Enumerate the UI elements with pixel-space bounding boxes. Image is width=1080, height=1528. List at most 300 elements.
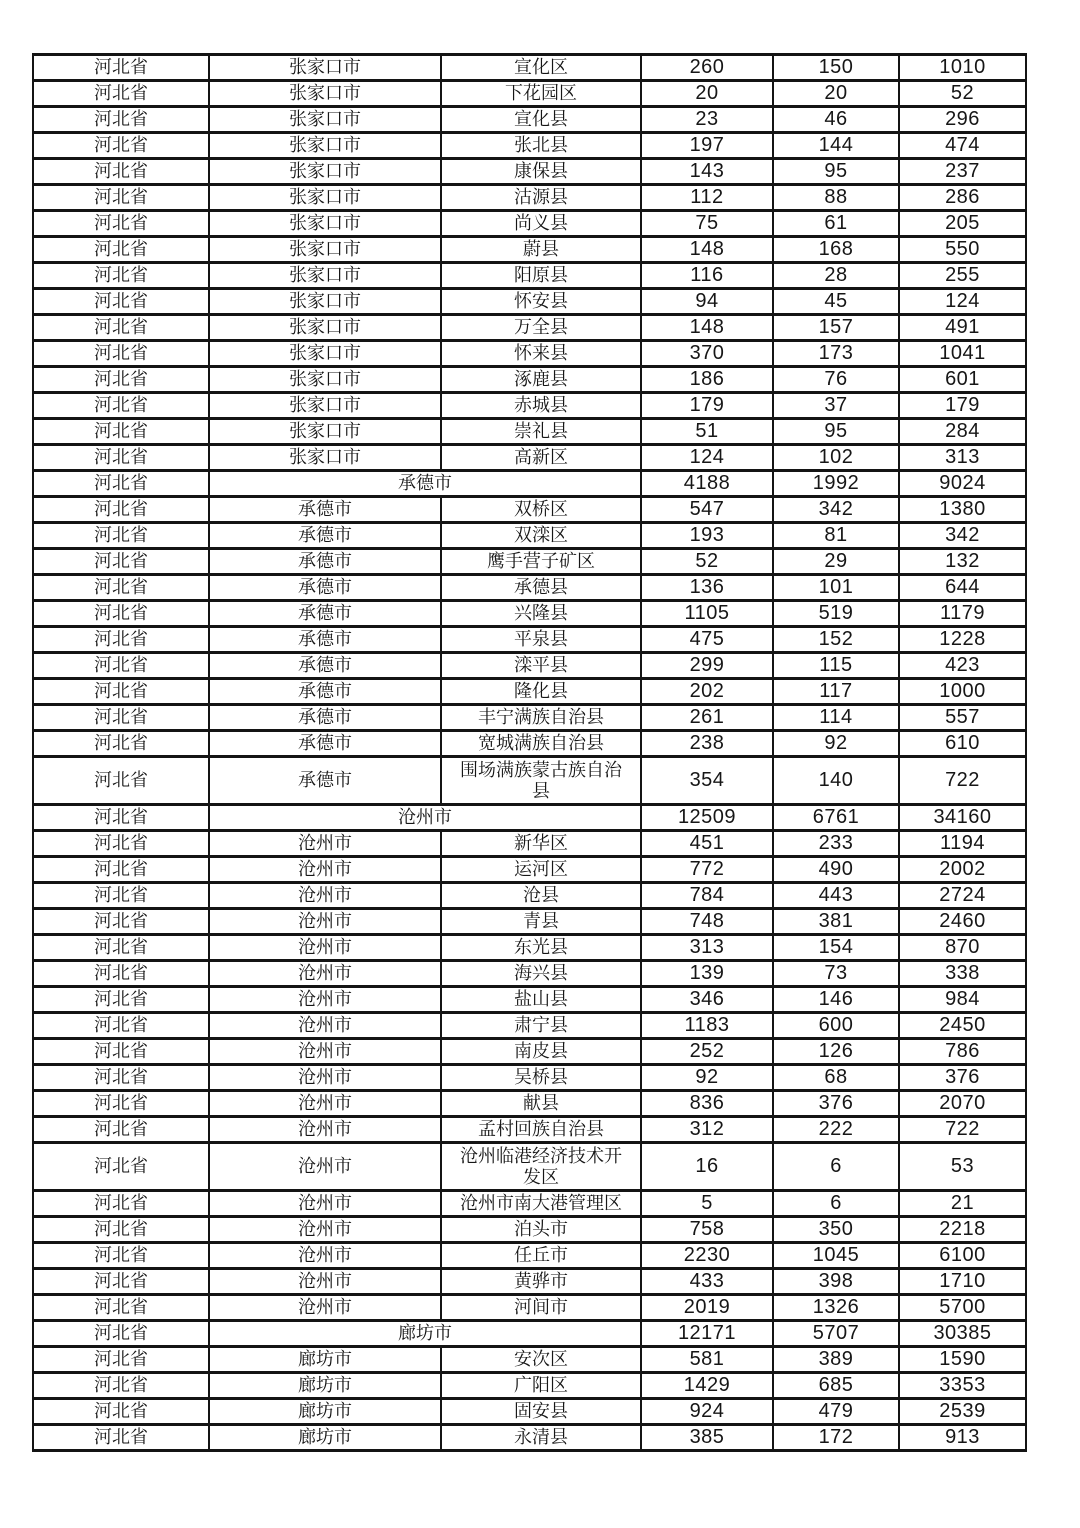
value-cell: 2230 (641, 1243, 773, 1269)
city-cell: 沧州市 (209, 1065, 441, 1091)
value-cell: 299 (641, 653, 773, 679)
city-cell-merged: 承德市 (209, 471, 641, 497)
value-cell: 168 (773, 237, 899, 263)
value-cell: 173 (773, 341, 899, 367)
value-cell: 1326 (773, 1295, 899, 1321)
value-cell: 1710 (899, 1269, 1026, 1295)
table-row (33, 883, 1026, 909)
value-cell: 1000 (899, 679, 1026, 705)
value-cell: 92 (773, 731, 899, 757)
province-cell: 河北省 (33, 1347, 209, 1373)
city-cell: 沧州市 (209, 1217, 441, 1243)
city-cell: 沧州市 (209, 1013, 441, 1039)
value-cell: 30385 (899, 1321, 1026, 1347)
table-row (33, 1117, 1026, 1143)
value-cell: 1010 (899, 55, 1026, 81)
district-cell: 崇礼县 (441, 419, 641, 445)
value-cell: 255 (899, 263, 1026, 289)
district-cell: 万全县 (441, 315, 641, 341)
city-cell: 沧州市 (209, 935, 441, 961)
district-cell: 怀来县 (441, 341, 641, 367)
value-cell: 1228 (899, 627, 1026, 653)
table-row (33, 133, 1026, 159)
province-cell: 河北省 (33, 445, 209, 471)
province-cell: 河北省 (33, 1013, 209, 1039)
city-cell: 张家口市 (209, 211, 441, 237)
province-cell: 河北省 (33, 289, 209, 315)
province-cell: 河北省 (33, 497, 209, 523)
table-row (33, 341, 1026, 367)
value-cell: 2450 (899, 1013, 1026, 1039)
province-cell: 河北省 (33, 367, 209, 393)
city-cell: 廊坊市 (209, 1425, 441, 1451)
value-cell: 76 (773, 367, 899, 393)
value-cell: 550 (899, 237, 1026, 263)
city-cell: 廊坊市 (209, 1373, 441, 1399)
district-cell: 沽源县 (441, 185, 641, 211)
value-cell: 346 (641, 987, 773, 1013)
value-cell: 836 (641, 1091, 773, 1117)
table-row (33, 159, 1026, 185)
value-cell: 92 (641, 1065, 773, 1091)
value-cell: 312 (641, 1117, 773, 1143)
value-cell: 313 (641, 935, 773, 961)
city-cell: 沧州市 (209, 883, 441, 909)
value-cell: 6 (773, 1143, 899, 1191)
value-cell: 342 (899, 523, 1026, 549)
district-cell: 涿鹿县 (441, 367, 641, 393)
value-cell: 140 (773, 757, 899, 805)
city-cell: 沧州市 (209, 857, 441, 883)
district-cell: 肃宁县 (441, 1013, 641, 1039)
province-cell: 河北省 (33, 133, 209, 159)
value-cell: 197 (641, 133, 773, 159)
value-cell: 205 (899, 211, 1026, 237)
city-cell: 张家口市 (209, 133, 441, 159)
city-cell: 张家口市 (209, 107, 441, 133)
value-cell: 600 (773, 1013, 899, 1039)
value-cell: 61 (773, 211, 899, 237)
value-cell: 12509 (641, 805, 773, 831)
table-row (33, 757, 1026, 805)
table-row (33, 185, 1026, 211)
value-cell: 6 (773, 1191, 899, 1217)
value-cell: 45 (773, 289, 899, 315)
value-cell: 51 (641, 419, 773, 445)
city-cell: 廊坊市 (209, 1347, 441, 1373)
value-cell: 557 (899, 705, 1026, 731)
city-cell: 沧州市 (209, 831, 441, 857)
province-cell: 河北省 (33, 1425, 209, 1451)
city-cell: 沧州市 (209, 961, 441, 987)
province-cell: 河北省 (33, 935, 209, 961)
city-cell: 承德市 (209, 627, 441, 653)
city-cell: 承德市 (209, 523, 441, 549)
table-row (33, 1321, 1026, 1347)
value-cell: 52 (899, 81, 1026, 107)
value-cell: 68 (773, 1065, 899, 1091)
value-cell: 433 (641, 1269, 773, 1295)
table-row (33, 1295, 1026, 1321)
province-cell: 河北省 (33, 1091, 209, 1117)
value-cell: 9024 (899, 471, 1026, 497)
table-row (33, 731, 1026, 757)
table-row (33, 1143, 1026, 1191)
district-cell: 吴桥县 (441, 1065, 641, 1091)
value-cell: 115 (773, 653, 899, 679)
city-cell: 沧州市 (209, 1191, 441, 1217)
district-cell: 蔚县 (441, 237, 641, 263)
value-cell: 2070 (899, 1091, 1026, 1117)
table-row (33, 497, 1026, 523)
province-cell: 河北省 (33, 185, 209, 211)
city-cell: 承德市 (209, 601, 441, 627)
district-cell: 张北县 (441, 133, 641, 159)
value-cell: 260 (641, 55, 773, 81)
value-cell: 423 (899, 653, 1026, 679)
table-row (33, 1425, 1026, 1451)
value-cell: 984 (899, 987, 1026, 1013)
province-cell: 河北省 (33, 831, 209, 857)
province-cell: 河北省 (33, 987, 209, 1013)
value-cell: 157 (773, 315, 899, 341)
value-cell: 233 (773, 831, 899, 857)
table-row (33, 805, 1026, 831)
value-cell: 342 (773, 497, 899, 523)
table-row (33, 909, 1026, 935)
table-row (33, 107, 1026, 133)
value-cell: 1992 (773, 471, 899, 497)
city-cell: 张家口市 (209, 419, 441, 445)
district-cell: 丰宁满族自治县 (441, 705, 641, 731)
value-cell: 479 (773, 1399, 899, 1425)
province-cell: 河北省 (33, 1399, 209, 1425)
value-cell: 6100 (899, 1243, 1026, 1269)
province-cell: 河北省 (33, 1191, 209, 1217)
value-cell: 722 (899, 757, 1026, 805)
value-cell: 924 (641, 1399, 773, 1425)
district-cell: 永清县 (441, 1425, 641, 1451)
district-cell: 兴隆县 (441, 601, 641, 627)
value-cell: 474 (899, 133, 1026, 159)
district-cell: 河间市 (441, 1295, 641, 1321)
table-row (33, 393, 1026, 419)
value-cell: 114 (773, 705, 899, 731)
province-cell: 河北省 (33, 1373, 209, 1399)
province-cell: 河北省 (33, 393, 209, 419)
value-cell: 143 (641, 159, 773, 185)
value-cell: 1179 (899, 601, 1026, 627)
province-cell: 河北省 (33, 731, 209, 757)
value-cell: 354 (641, 757, 773, 805)
table-row (33, 289, 1026, 315)
city-cell-merged: 沧州市 (209, 805, 641, 831)
district-cell: 海兴县 (441, 961, 641, 987)
city-cell: 沧州市 (209, 987, 441, 1013)
province-cell: 河北省 (33, 653, 209, 679)
value-cell: 313 (899, 445, 1026, 471)
province-cell: 河北省 (33, 471, 209, 497)
value-cell: 237 (899, 159, 1026, 185)
province-cell: 河北省 (33, 601, 209, 627)
value-cell: 1183 (641, 1013, 773, 1039)
city-cell: 张家口市 (209, 393, 441, 419)
district-cell: 广阳区 (441, 1373, 641, 1399)
value-cell: 385 (641, 1425, 773, 1451)
province-cell: 河北省 (33, 1217, 209, 1243)
city-cell: 承德市 (209, 497, 441, 523)
province-cell: 河北省 (33, 757, 209, 805)
value-cell: 758 (641, 1217, 773, 1243)
value-cell: 284 (899, 419, 1026, 445)
city-cell: 承德市 (209, 757, 441, 805)
district-cell: 赤城县 (441, 393, 641, 419)
city-cell: 承德市 (209, 705, 441, 731)
value-cell: 136 (641, 575, 773, 601)
province-cell: 河北省 (33, 1295, 209, 1321)
table-row (33, 601, 1026, 627)
province-cell: 河北省 (33, 805, 209, 831)
table-row (33, 1191, 1026, 1217)
table-row (33, 237, 1026, 263)
value-cell: 53 (899, 1143, 1026, 1191)
value-cell: 101 (773, 575, 899, 601)
table-row (33, 1373, 1026, 1399)
value-cell: 5707 (773, 1321, 899, 1347)
table-row (33, 1347, 1026, 1373)
province-cell: 河北省 (33, 857, 209, 883)
value-cell: 644 (899, 575, 1026, 601)
table-row (33, 315, 1026, 341)
district-cell: 康保县 (441, 159, 641, 185)
value-cell: 21 (899, 1191, 1026, 1217)
statistics-table (32, 53, 1027, 1452)
district-cell: 阳原县 (441, 263, 641, 289)
value-cell: 116 (641, 263, 773, 289)
city-cell: 沧州市 (209, 1091, 441, 1117)
table-row (33, 263, 1026, 289)
table-row (33, 81, 1026, 107)
table-row (33, 961, 1026, 987)
value-cell: 186 (641, 367, 773, 393)
value-cell: 75 (641, 211, 773, 237)
value-cell: 124 (899, 289, 1026, 315)
value-cell: 73 (773, 961, 899, 987)
province-cell: 河北省 (33, 961, 209, 987)
value-cell: 146 (773, 987, 899, 1013)
value-cell: 16 (641, 1143, 773, 1191)
value-cell: 2002 (899, 857, 1026, 883)
district-cell: 新华区 (441, 831, 641, 857)
province-cell: 河北省 (33, 549, 209, 575)
table-row (33, 1399, 1026, 1425)
value-cell: 722 (899, 1117, 1026, 1143)
province-cell: 河北省 (33, 705, 209, 731)
district-cell: 盐山县 (441, 987, 641, 1013)
value-cell: 179 (899, 393, 1026, 419)
province-cell: 河北省 (33, 1269, 209, 1295)
table-row (33, 627, 1026, 653)
value-cell: 610 (899, 731, 1026, 757)
city-cell: 沧州市 (209, 1269, 441, 1295)
value-cell: 913 (899, 1425, 1026, 1451)
province-cell: 河北省 (33, 315, 209, 341)
value-cell: 786 (899, 1039, 1026, 1065)
city-cell: 张家口市 (209, 341, 441, 367)
city-cell: 廊坊市 (209, 1399, 441, 1425)
district-cell: 宣化县 (441, 107, 641, 133)
value-cell: 491 (899, 315, 1026, 341)
district-cell: 双桥区 (441, 497, 641, 523)
value-cell: 261 (641, 705, 773, 731)
district-cell: 怀安县 (441, 289, 641, 315)
district-cell: 任丘市 (441, 1243, 641, 1269)
province-cell: 河北省 (33, 1039, 209, 1065)
value-cell: 784 (641, 883, 773, 909)
value-cell: 286 (899, 185, 1026, 211)
value-cell: 376 (773, 1091, 899, 1117)
city-cell: 沧州市 (209, 909, 441, 935)
province-cell: 河北省 (33, 263, 209, 289)
district-cell: 安次区 (441, 1347, 641, 1373)
district-cell: 围场满族蒙古族自治县 (441, 757, 641, 805)
table-row (33, 857, 1026, 883)
table-row (33, 1243, 1026, 1269)
value-cell: 28 (773, 263, 899, 289)
province-cell: 河北省 (33, 341, 209, 367)
value-cell: 2460 (899, 909, 1026, 935)
district-cell: 平泉县 (441, 627, 641, 653)
table-row (33, 1013, 1026, 1039)
value-cell: 2218 (899, 1217, 1026, 1243)
province-cell: 河北省 (33, 1117, 209, 1143)
value-cell: 52 (641, 549, 773, 575)
province-cell: 河北省 (33, 909, 209, 935)
city-cell: 沧州市 (209, 1117, 441, 1143)
province-cell: 河北省 (33, 107, 209, 133)
district-cell: 黄骅市 (441, 1269, 641, 1295)
city-cell: 承德市 (209, 731, 441, 757)
province-cell: 河北省 (33, 627, 209, 653)
value-cell: 132 (899, 549, 1026, 575)
value-cell: 222 (773, 1117, 899, 1143)
city-cell: 承德市 (209, 575, 441, 601)
value-cell: 296 (899, 107, 1026, 133)
table-row (33, 831, 1026, 857)
table-row (33, 211, 1026, 237)
city-cell: 承德市 (209, 549, 441, 575)
district-cell: 孟村回族自治县 (441, 1117, 641, 1143)
value-cell: 1590 (899, 1347, 1026, 1373)
table-row (33, 55, 1026, 81)
table-row (33, 935, 1026, 961)
province-cell: 河北省 (33, 1243, 209, 1269)
table-row (33, 523, 1026, 549)
value-cell: 179 (641, 393, 773, 419)
value-cell: 23 (641, 107, 773, 133)
value-cell: 95 (773, 159, 899, 185)
city-cell: 张家口市 (209, 445, 441, 471)
value-cell: 1105 (641, 601, 773, 627)
city-cell: 张家口市 (209, 289, 441, 315)
value-cell: 601 (899, 367, 1026, 393)
table-row (33, 575, 1026, 601)
value-cell: 490 (773, 857, 899, 883)
value-cell: 202 (641, 679, 773, 705)
value-cell: 2724 (899, 883, 1026, 909)
value-cell: 252 (641, 1039, 773, 1065)
value-cell: 376 (899, 1065, 1026, 1091)
table-row (33, 471, 1026, 497)
value-cell: 172 (773, 1425, 899, 1451)
value-cell: 398 (773, 1269, 899, 1295)
value-cell: 475 (641, 627, 773, 653)
city-cell: 张家口市 (209, 55, 441, 81)
value-cell: 1194 (899, 831, 1026, 857)
district-cell: 沧州市南大港管理区 (441, 1191, 641, 1217)
city-cell: 张家口市 (209, 367, 441, 393)
value-cell: 95 (773, 419, 899, 445)
province-cell: 河北省 (33, 211, 209, 237)
table-row (33, 679, 1026, 705)
value-cell: 29 (773, 549, 899, 575)
city-cell: 张家口市 (209, 185, 441, 211)
city-cell: 张家口市 (209, 81, 441, 107)
city-cell: 承德市 (209, 679, 441, 705)
value-cell: 772 (641, 857, 773, 883)
value-cell: 139 (641, 961, 773, 987)
value-cell: 20 (641, 81, 773, 107)
value-cell: 1380 (899, 497, 1026, 523)
city-cell-merged: 廊坊市 (209, 1321, 641, 1347)
province-cell: 河北省 (33, 575, 209, 601)
table-row (33, 367, 1026, 393)
district-cell: 青县 (441, 909, 641, 935)
value-cell: 154 (773, 935, 899, 961)
district-cell: 宽城满族自治县 (441, 731, 641, 757)
value-cell: 12171 (641, 1321, 773, 1347)
city-cell: 张家口市 (209, 315, 441, 341)
district-cell: 运河区 (441, 857, 641, 883)
table-row (33, 1091, 1026, 1117)
value-cell: 117 (773, 679, 899, 705)
value-cell: 150 (773, 55, 899, 81)
value-cell: 2019 (641, 1295, 773, 1321)
city-cell: 沧州市 (209, 1295, 441, 1321)
value-cell: 389 (773, 1347, 899, 1373)
district-cell: 双滦区 (441, 523, 641, 549)
table-body (33, 55, 1026, 1451)
value-cell: 443 (773, 883, 899, 909)
province-cell: 河北省 (33, 1143, 209, 1191)
value-cell: 370 (641, 341, 773, 367)
district-cell: 东光县 (441, 935, 641, 961)
value-cell: 81 (773, 523, 899, 549)
value-cell: 193 (641, 523, 773, 549)
city-cell: 张家口市 (209, 237, 441, 263)
value-cell: 5700 (899, 1295, 1026, 1321)
value-cell: 1041 (899, 341, 1026, 367)
value-cell: 94 (641, 289, 773, 315)
value-cell: 88 (773, 185, 899, 211)
value-cell: 37 (773, 393, 899, 419)
table-row (33, 445, 1026, 471)
city-cell: 承德市 (209, 653, 441, 679)
value-cell: 148 (641, 237, 773, 263)
value-cell: 1045 (773, 1243, 899, 1269)
province-cell: 河北省 (33, 1065, 209, 1091)
district-cell: 南皮县 (441, 1039, 641, 1065)
